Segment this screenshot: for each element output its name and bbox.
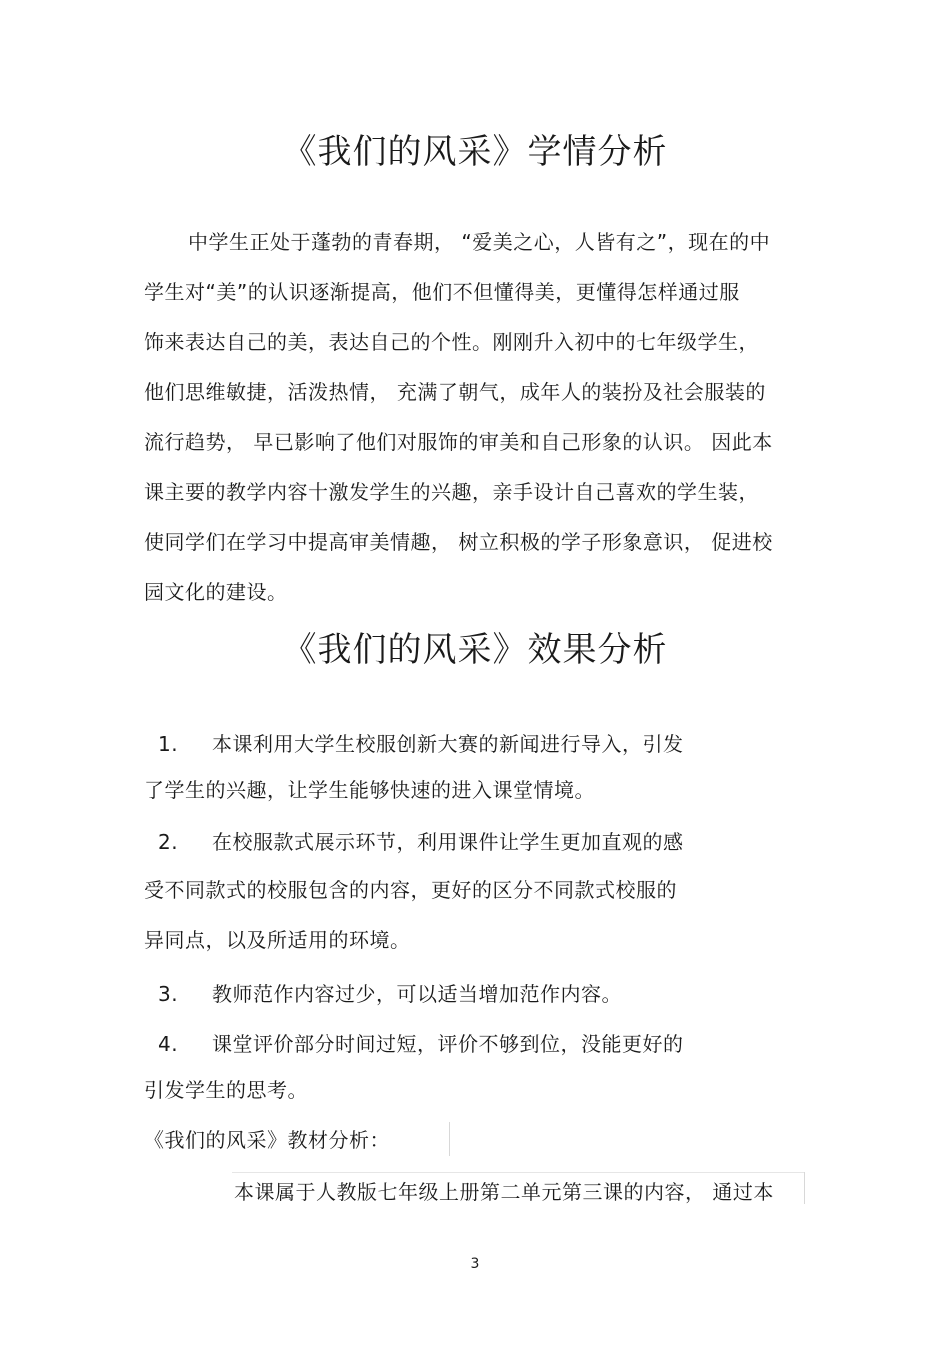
list-item-2-cont-2: 异同点，以及所适用的环境。 xyxy=(144,928,411,952)
list-text: 在校服款式展示环节，利用课件让学生更加直观的感 xyxy=(212,830,684,854)
para3-line-1: 本课属于人教版七年级上册第二单元第三课的内容， 通过本 xyxy=(234,1180,774,1204)
para1-line-1: 中学生正处于蓬勃的青春期， “爱美之心，人皆有之”，现在的中 xyxy=(188,230,771,254)
list-item-1-cont: 了学生的兴趣，让学生能够快速的进入课堂情境。 xyxy=(144,778,595,802)
list-text: 教师范作内容过少，可以适当增加范作内容。 xyxy=(212,982,622,1006)
list-item-4-cont: 引发学生的思考。 xyxy=(144,1078,308,1102)
table-border xyxy=(232,1172,804,1173)
list-number: 1. xyxy=(158,732,179,756)
para1-line-6: 课主要的教学内容十激发学生的兴趣，亲手设计自己喜欢的学生装， xyxy=(144,480,759,504)
list-number: 3. xyxy=(158,982,179,1006)
list-text: 本课利用大学生校服创新大赛的新闻进行导入，引发 xyxy=(212,732,684,756)
title-effect-analysis: 《我们的风采》效果分析 xyxy=(282,630,668,670)
para1-line-5: 流行趋势， 早已影响了他们对服饰的审美和自己形象的认识。 因此本 xyxy=(144,430,773,454)
page-number: 3 xyxy=(470,1256,480,1272)
list-item-2-cont-1: 受不同款式的校服包含的内容，更好的区分不同款式校服的 xyxy=(144,878,677,902)
list-item-2 xyxy=(144,830,684,854)
list-text: 课堂评价部分时间过短，评价不够到位，没能更好的 xyxy=(212,1032,684,1056)
title-learning-analysis: 《我们的风采》学情分析 xyxy=(282,132,668,172)
list-number: 2. xyxy=(158,830,179,854)
para1-line-8: 园文化的建设。 xyxy=(144,580,288,604)
para1-line-3: 饰来表达自己的美，表达自己的个性。刚刚升入初中的七年级学生， xyxy=(144,330,759,354)
para1-line-7: 使同学们在学习中提高审美情趣， 树立积极的学子形象意识， 促进校 xyxy=(144,530,773,554)
para1-line-4: 他们思维敏捷，活泼热情， 充满了朝气，成年人的装扮及社会服装的 xyxy=(144,380,766,404)
list-item-3 xyxy=(144,982,622,1006)
para1-line-2: 学生对“美”的认识逐渐提高，他们不但懂得美，更懂得怎样通过服 xyxy=(144,280,740,304)
subtitle-textbook-analysis: 《我们的风采》教材分析： xyxy=(144,1128,390,1152)
list-item-4 xyxy=(144,1032,684,1056)
list-item-1 xyxy=(144,732,684,756)
table-border xyxy=(449,1122,450,1156)
table-border xyxy=(804,1172,805,1204)
list-number: 4. xyxy=(158,1032,179,1056)
